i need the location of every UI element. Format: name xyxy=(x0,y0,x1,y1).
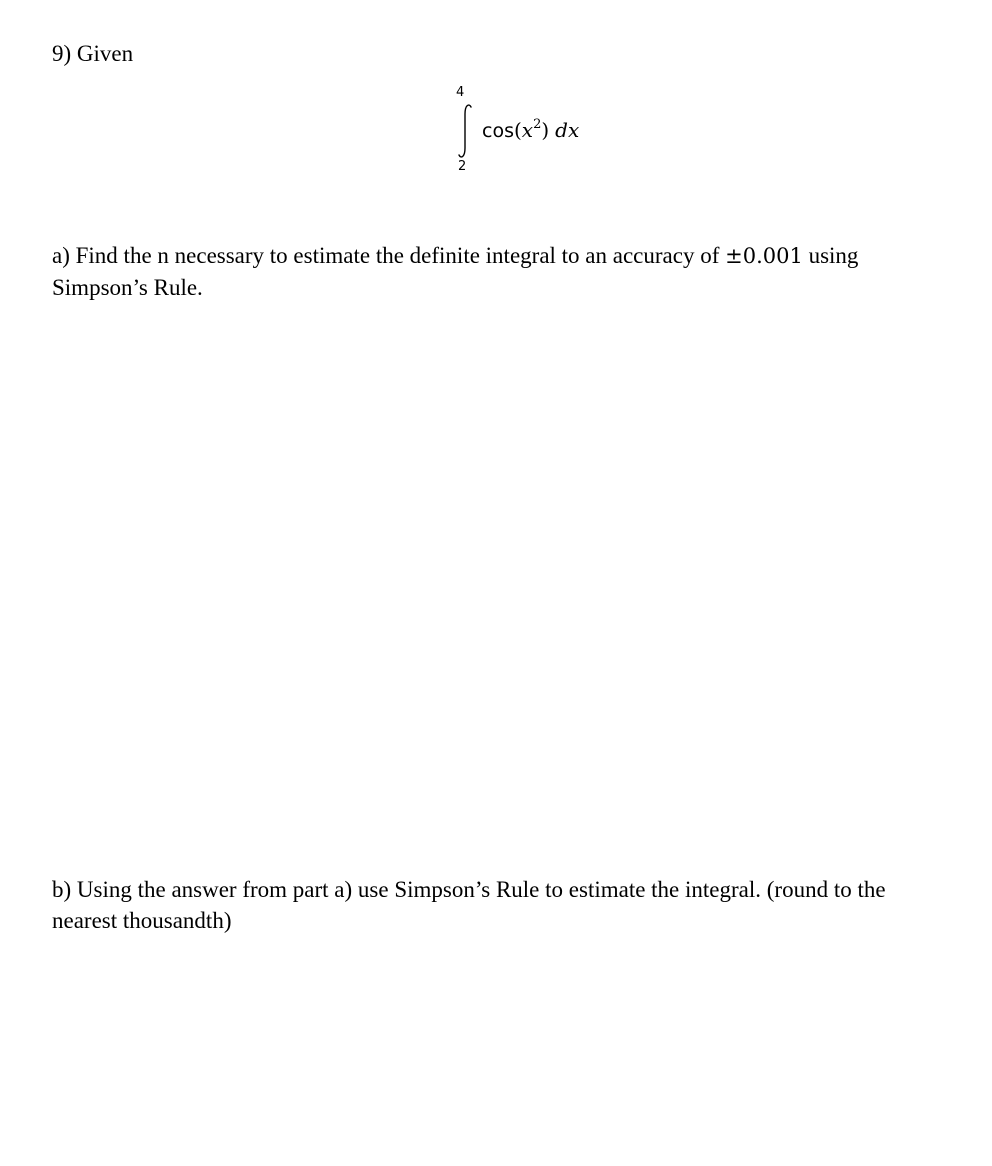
accuracy-value: ±0.001 xyxy=(725,244,803,268)
integrand xyxy=(482,116,579,148)
close-paren: ) xyxy=(541,118,550,142)
question-part-a xyxy=(52,240,952,303)
definite-integral xyxy=(448,82,648,182)
integral-sign-icon xyxy=(456,102,476,160)
part-a-text-after: using Simpson’s Rule. xyxy=(52,243,859,300)
problem-title: 9) Given xyxy=(52,41,134,66)
integral-lower-limit: 2 xyxy=(458,159,467,174)
differential: dx xyxy=(555,118,580,142)
question-part-b: b) Using the answer from part a) use Simpson’s Rule to estimate the integral. (round to the nearest thousandth) xyxy=(52,877,886,933)
part-a-text-before: a) Find the n necessary to estimate the definite integral to an accuracy of xyxy=(52,243,726,268)
integrand-exponent: 2 xyxy=(533,117,542,132)
integrand-variable: x xyxy=(521,118,534,142)
open-paren: ( xyxy=(513,118,522,142)
function-name: cos xyxy=(482,120,514,142)
integral-upper-limit: 4 xyxy=(456,85,465,100)
